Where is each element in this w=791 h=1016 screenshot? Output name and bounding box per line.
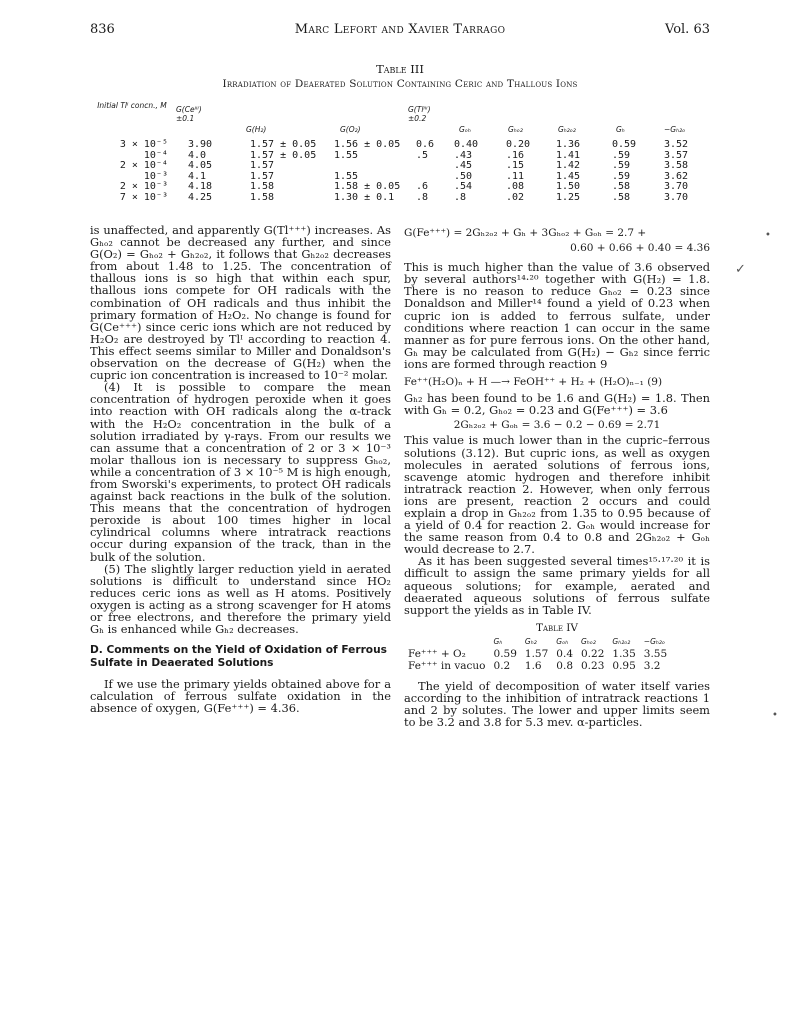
table3-cell: .15 bbox=[506, 160, 525, 172]
table4-cell: 0.2 bbox=[493, 660, 511, 673]
table3-header-cell: G(Tlᴵᴵᴵ) ±0.2 bbox=[408, 105, 431, 123]
table3-cell: 3.58 bbox=[664, 160, 689, 172]
page-number: 836 bbox=[90, 22, 115, 37]
table3-cell: .59 bbox=[612, 149, 631, 161]
table3-cell: 1.30 ± 0.1 bbox=[334, 191, 395, 203]
table3-cell: 1.57 bbox=[250, 170, 275, 182]
table4-row bbox=[404, 660, 671, 672]
table3-cell: .59 bbox=[612, 160, 631, 172]
table3-header-cell: Gₕₒ₂ bbox=[508, 125, 523, 134]
table3-cell: 1.42 bbox=[556, 160, 581, 172]
table3-cell: 1.56 ± 0.05 bbox=[334, 139, 401, 150]
margin-mark: ✓ bbox=[735, 262, 746, 277]
table3-cell: 1.55 bbox=[334, 170, 359, 182]
equation-fe-yield: G(Fe⁺⁺⁺) = 2Gₕ₂ₒ₂ + Gₕ + 3Gₕₒ₂ + Gₒₕ = 2.7 + bbox=[404, 227, 647, 239]
table3-cell: 0.40 bbox=[454, 139, 479, 150]
table3-header-cell: Gₕ₂ₒ₂ bbox=[558, 125, 576, 134]
table3-cell: 3.70 bbox=[664, 191, 689, 203]
table3-cell: 1.25 bbox=[556, 191, 581, 203]
table3-cell: .54 bbox=[454, 181, 473, 193]
table3-cell: 1.57 ± 0.05 bbox=[250, 139, 317, 150]
table3-cell: .50 bbox=[454, 170, 473, 182]
table3-cell: .02 bbox=[506, 191, 525, 203]
table3-header-cell: G(Ceᴵᴵᴵ) ±0.1 bbox=[176, 105, 202, 123]
table3-cell: 10⁻⁴ bbox=[143, 149, 168, 161]
table3-cell: 1.57 ± 0.05 bbox=[250, 149, 317, 161]
table3-header-cell: G(H₂) bbox=[246, 125, 267, 134]
table4-cell: Fe⁺⁺⁺ in vacuo bbox=[408, 660, 486, 673]
table3-cell: 1.45 bbox=[556, 170, 581, 182]
table3-cell: 3 × 10⁻⁵ bbox=[119, 139, 168, 150]
section-heading-d: D. Comments on the Yield of Oxidation of Ferrous Sulfate in Deaerated Solutions bbox=[90, 644, 387, 669]
right-paragraph: This value is much lower than in the cupric–ferrous solutions (3.12). But cupric ions, as well as oxygen molecules in aerated solutions of ferrous ions, scavenge atomic hydrogen and therefore inhibit intratrack reaction 2. However, when only ferrous ions are present, reaction 2 occurs and could explain a drop in Gₕ₂ₒ₂ from 1.35 to 0.95 because of a yield of 0.4 for reaction 2. Gₒₕ would increase for the same reason from 0.4 to 0.8 and 2Gₕ₂ₒ₂ + Gₒₕ would decrease to 2.7. bbox=[404, 433, 710, 557]
table4-cell: 0.95 bbox=[612, 660, 636, 673]
table3-body bbox=[96, 140, 712, 204]
table3-cell: 1.36 bbox=[556, 139, 581, 150]
left-paragraph: is unaffected, and apparently G(Tl⁺⁺⁺) increases. As Gₕₒ₂ cannot be decreased any further, and since G(O₂) = Gₕₒ₂ + Gₕ₂ₒ₂, it follows that Gₕ₂ₒ₂ decreases from about 1.48 to 1.25. The concentration of thallous ions is so high that within each spur, thallous ions compete for OH radicals with the combination of OH radicals and thus inhibit the primary formation of H₂O₂. No change is found for G(Ce⁺⁺⁺) since ceric ions which are not reduced by H₂O₂ are destroyed by Tlᴵ according to reaction 4. This effect seems similar to Miller and Donaldson's observation on the decrease of G(H₂) when the cupric ion concentration is increased to 10⁻² molar. bbox=[90, 223, 391, 383]
left-paragraph: (4) It is possible to compare the mean concentration of hydrogen peroxide when it goes into reaction with OH radicals along the α-track with the H₂O₂ concentration in the bulk of a solution irradiated by γ-rays. From our results we can assume that a concentration of 2 or 3 × 10⁻³ molar thallous ion is necessary to suppress Gₕₒ₂, while a concentration of 3 × 10⁻⁵ M is high enough, from Sworski's experiments, to protect OH radicals against back reactions in the bulk of the solution. This means that the concentration of hydrogen peroxide is about 100 times higher in local cylindrical columns where intratrack reactions occur during expansion of the track, than in the bulk of the solution. bbox=[90, 380, 391, 564]
table4-cell: 0.22 bbox=[581, 648, 605, 660]
table3-header-cell: −Gₕ₂ₒ bbox=[664, 125, 686, 134]
table3-header-row bbox=[96, 96, 712, 140]
table4-row bbox=[404, 648, 671, 660]
table3-title: Irradiation of Deaerated Solution Containing Ceric and Thallous Ions bbox=[222, 78, 578, 90]
right-column bbox=[404, 224, 710, 729]
margin-mark: • bbox=[765, 230, 771, 241]
table4-caption: Table IV bbox=[535, 621, 579, 634]
table3-cell: .58 bbox=[612, 191, 631, 203]
table3-cell: 4.18 bbox=[188, 181, 213, 193]
table4-grid bbox=[404, 636, 671, 672]
table3-cell: 3.52 bbox=[664, 139, 689, 150]
table4-header-cell bbox=[404, 636, 490, 648]
table3-cell: 4.0 bbox=[188, 149, 207, 161]
running-authors: Marc Lefort and Xavier Tarrago bbox=[294, 22, 506, 37]
table3-cell: 10⁻³ bbox=[143, 170, 168, 182]
volume-label: Vol. 63 bbox=[665, 22, 710, 37]
table3 bbox=[96, 96, 712, 204]
table3-cell: .08 bbox=[506, 181, 525, 193]
table3-cell: 0.59 bbox=[612, 139, 637, 150]
right-paragraph: Gₕ₂ has been found to be 1.6 and G(H₂) = 1.8. Then with Gₕ = 0.2, Gₕₒ₂ = 0.23 and G(Fe⁺⁺⁺) = 3.6 bbox=[404, 391, 710, 418]
table4-cell: 1.35 bbox=[612, 648, 636, 660]
running-header bbox=[90, 22, 710, 40]
table4-header-cell: Gₕₒ₂ bbox=[581, 636, 596, 646]
margin-mark: • bbox=[772, 710, 778, 721]
table4-cell: 0.23 bbox=[581, 660, 605, 673]
table4-cell: 3.2 bbox=[643, 660, 661, 673]
table3-cell: 7 × 10⁻³ bbox=[119, 191, 168, 203]
table3-cell: .59 bbox=[612, 170, 631, 182]
left-column bbox=[90, 224, 391, 714]
table4-cell: 0.59 bbox=[493, 648, 517, 660]
table3-header-cell: Gₕ bbox=[616, 125, 625, 134]
table4-header-row bbox=[404, 636, 671, 648]
equation-fe-yield-sum: 0.60 + 0.66 + 0.40 = 4.36 bbox=[570, 242, 710, 255]
table3-row bbox=[96, 193, 712, 204]
table3-cell: .8 bbox=[416, 191, 429, 203]
table3-header-cell: Gₒₕ bbox=[459, 125, 471, 134]
table3-cell: 1.58 bbox=[250, 181, 275, 193]
table3-cell: 1.50 bbox=[556, 181, 581, 193]
table3-cell: 4.1 bbox=[188, 170, 207, 182]
table3-cell: 4.25 bbox=[188, 191, 213, 203]
table3-cell: 3.57 bbox=[664, 149, 689, 161]
table3-cell: .8 bbox=[454, 191, 467, 203]
equation-sum: 2Gₕ₂ₒ₂ + Gₒₕ = 3.6 − 0.2 − 0.69 = 2.71 bbox=[453, 419, 661, 432]
table3-cell: .16 bbox=[506, 149, 525, 161]
equation-9: Fe⁺⁺(H₂O)ₙ + H —→ FeOH⁺⁺ + H₂ + (H₂O)ₙ₋₁ (9) bbox=[404, 376, 663, 389]
table3-caption: Table III bbox=[376, 62, 424, 76]
table4 bbox=[404, 622, 710, 672]
table4-cell: 0.4 bbox=[556, 648, 573, 660]
table3-cell: 3.90 bbox=[188, 139, 213, 150]
table4-cell: Fe⁺⁺⁺ + O₂ bbox=[408, 648, 466, 660]
table4-cell: 1.6 bbox=[524, 660, 542, 673]
table3-cell: 3.70 bbox=[664, 181, 689, 193]
table3-cell: .6 bbox=[416, 181, 429, 193]
table4-cell: 0.8 bbox=[556, 660, 573, 673]
left-paragraph: (5) The slightly larger reduction yield in aerated solutions is difficult to understand since HO₂ reduces ceric ions as well as H atoms. Positively oxygen is acting as a strong scavenger for H atoms or free electrons, and therefore the primary yield Gₕ is enhanced while Gₕ₂ decreases. bbox=[90, 561, 391, 637]
table3-row bbox=[96, 140, 712, 151]
table3-header-cell: G(O₂) bbox=[340, 125, 361, 134]
table3-cell: 0.20 bbox=[506, 139, 531, 150]
table4-header-cell: Gₕ₂ₒ₂ bbox=[612, 636, 631, 646]
left-paragraph: If we use the primary yields obtained above for a calculation of ferrous sulfate oxidation in the absence of oxygen, G(Fe⁺⁺⁺) = 4.36. bbox=[90, 677, 391, 716]
table4-cell: 3.55 bbox=[643, 648, 668, 660]
table3-cell: 1.41 bbox=[556, 149, 581, 161]
table3-cell: 2 × 10⁻³ bbox=[119, 181, 168, 193]
table4-header-cell: Gₕ bbox=[493, 636, 503, 646]
table3-cell: 1.58 ± 0.05 bbox=[334, 181, 401, 193]
table3-cell: 4.05 bbox=[188, 160, 213, 172]
table3-cell: .43 bbox=[454, 149, 473, 161]
table3-header-cell: Initial Tlᴵ concn., M bbox=[97, 101, 167, 110]
table3-cell: 1.55 bbox=[334, 149, 359, 161]
table3-cell: 0.6 bbox=[416, 139, 435, 150]
table3-cell: .5 bbox=[416, 149, 429, 161]
table4-cell: 1.57 bbox=[524, 648, 549, 660]
right-paragraph: As it has been suggested several times¹⁵·¹⁷·²⁰ it is difficult to assign the same primary yields for all aqueous solutions; for example, aerated and deaerated aqueous solutions of ferrous sulfate support the yields as in Table IV. bbox=[404, 554, 710, 617]
right-paragraph: The yield of decomposition of water itself varies according to the inhibition of intratrack reactions 1 and 2 by solutes. The lower and upper limits seem to be 3.2 and 3.8 for 5.3 mev. α-particles. bbox=[404, 679, 710, 730]
table3-cell: 2 × 10⁻⁴ bbox=[119, 160, 168, 172]
table3-cell: .58 bbox=[612, 181, 631, 193]
table4-header-cell: −Gₕ₂ₒ bbox=[643, 636, 665, 646]
table3-cell: 1.57 bbox=[250, 160, 275, 172]
table3-cell: 1.58 bbox=[250, 191, 275, 203]
table3-cell: .11 bbox=[506, 170, 525, 182]
table3-cell: .45 bbox=[454, 160, 473, 172]
table4-header-cell: Gₕ₂ bbox=[524, 636, 537, 646]
right-paragraph: This is much higher than the value of 3.6 observed by several authors¹⁴·²⁰ together with G(H₂) = 1.8. There is no reason to reduce Gₕₒ₂ = 0.23 since Donaldson and Miller¹⁴ found a yield of 0.23 when cupric ion is added to ferrous sulfate, under conditions where reaction 1 can occur in the same manner as for pure ferrous ions. On the other hand, Gₕ may be calculated from G(H₂) − Gₕ₂ since ferric ions are formed through reaction 9 bbox=[404, 260, 710, 371]
table3-cell: 3.62 bbox=[664, 170, 689, 182]
table4-header-cell: Gₒₕ bbox=[556, 636, 569, 646]
